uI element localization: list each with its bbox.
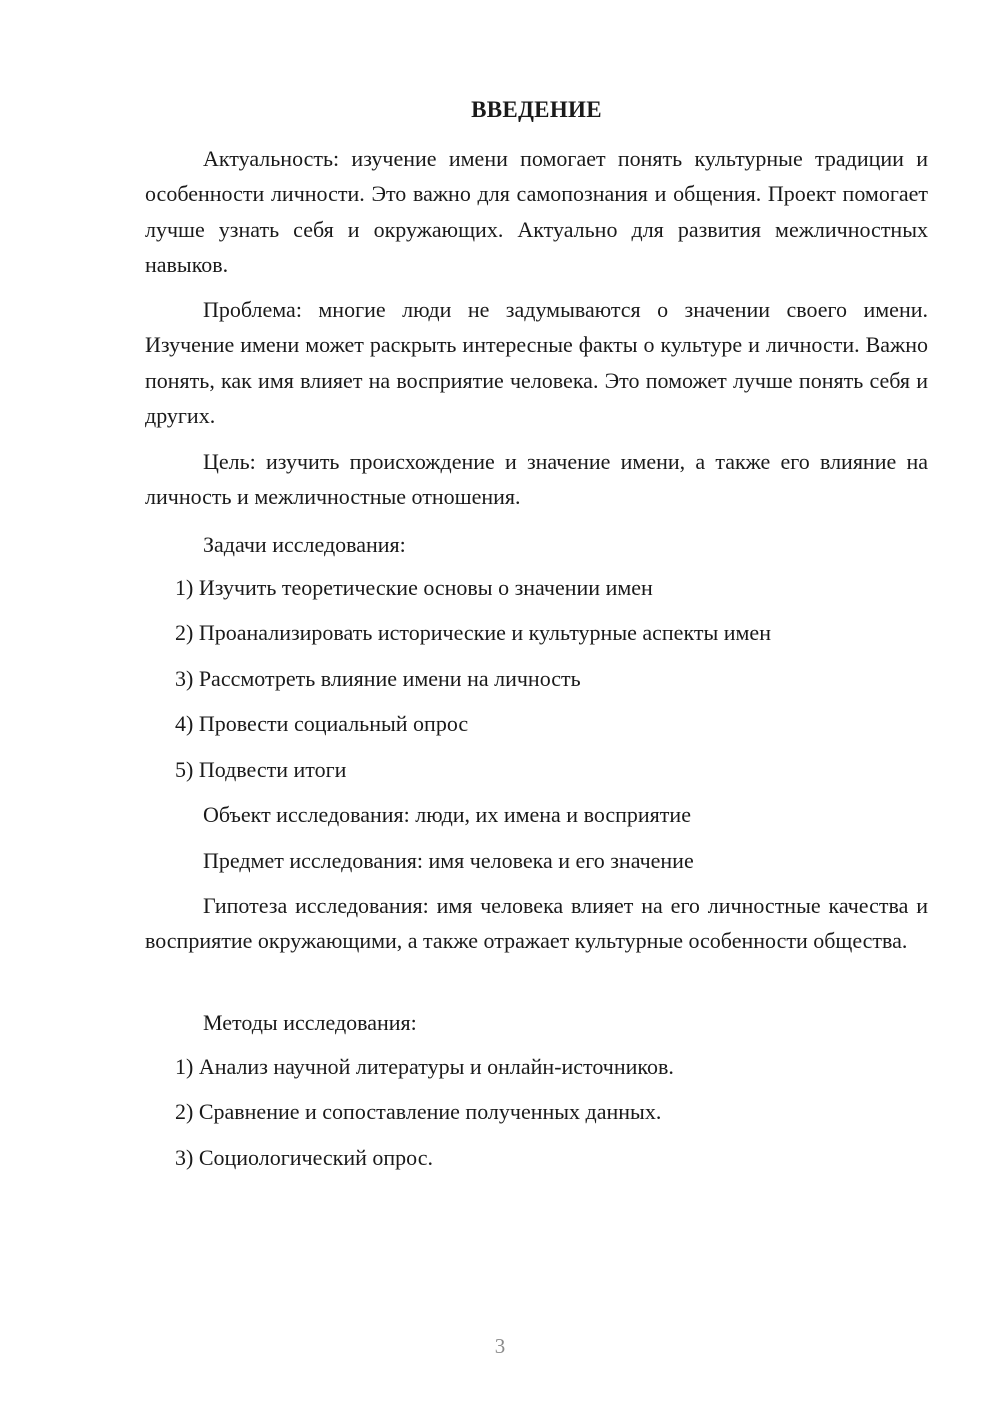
methods-heading: Методы исследования: [203,1010,417,1035]
page-number: 3 [494,1334,506,1358]
method-item: 3) Социологический опрос. [175,1145,433,1170]
hypothesis-paragraph: Гипотеза исследования: имя человека влияет на его личностные качества и восприятие окружающими, а также отражает культурные особенности общества. [145,893,928,954]
research-object: Объект исследования: люди, их имена и восприятие [203,802,691,827]
relevance-paragraph: Актуальность: изучение имени помогает понять культурные традиции и особенности личности. Это важно для самопознания и общения. Проект помогает лучше узнать себя и окружающих. Актуально для развития межличностных навыков. [145,146,928,277]
task-item: 3) Рассмотреть влияние имени на личность [175,666,581,691]
task-item: 2) Проанализировать исторические и культурные аспекты имен [175,620,771,645]
research-subject: Предмет исследования: имя человека и его значение [203,848,694,873]
problem-paragraph: Проблема: многие люди не задумываются о значении своего имени. Изучение имени может раскрыть интересные факты о культуре и личности. Важно понять, как имя влияет на восприятие человека. Это поможет лучше понять себя и других. [145,297,928,428]
method-item: 1) Анализ научной литературы и онлайн-источников. [175,1054,674,1079]
task-item: 5) Подвести итоги [175,757,347,782]
goal-paragraph: Цель: изучить происхождение и значение имени, а также его влияние на личность и межличностные отношения. [145,449,928,510]
task-item: 4) Провести социальный опрос [175,711,469,736]
tasks-heading: Задачи исследования: [203,532,406,557]
method-item: 2) Сравнение и сопоставление полученных данных. [175,1099,662,1124]
task-item: 1) Изучить теоретические основы о значении имен [175,575,653,600]
document-title: ВВЕДЕНИЕ [471,97,602,122]
